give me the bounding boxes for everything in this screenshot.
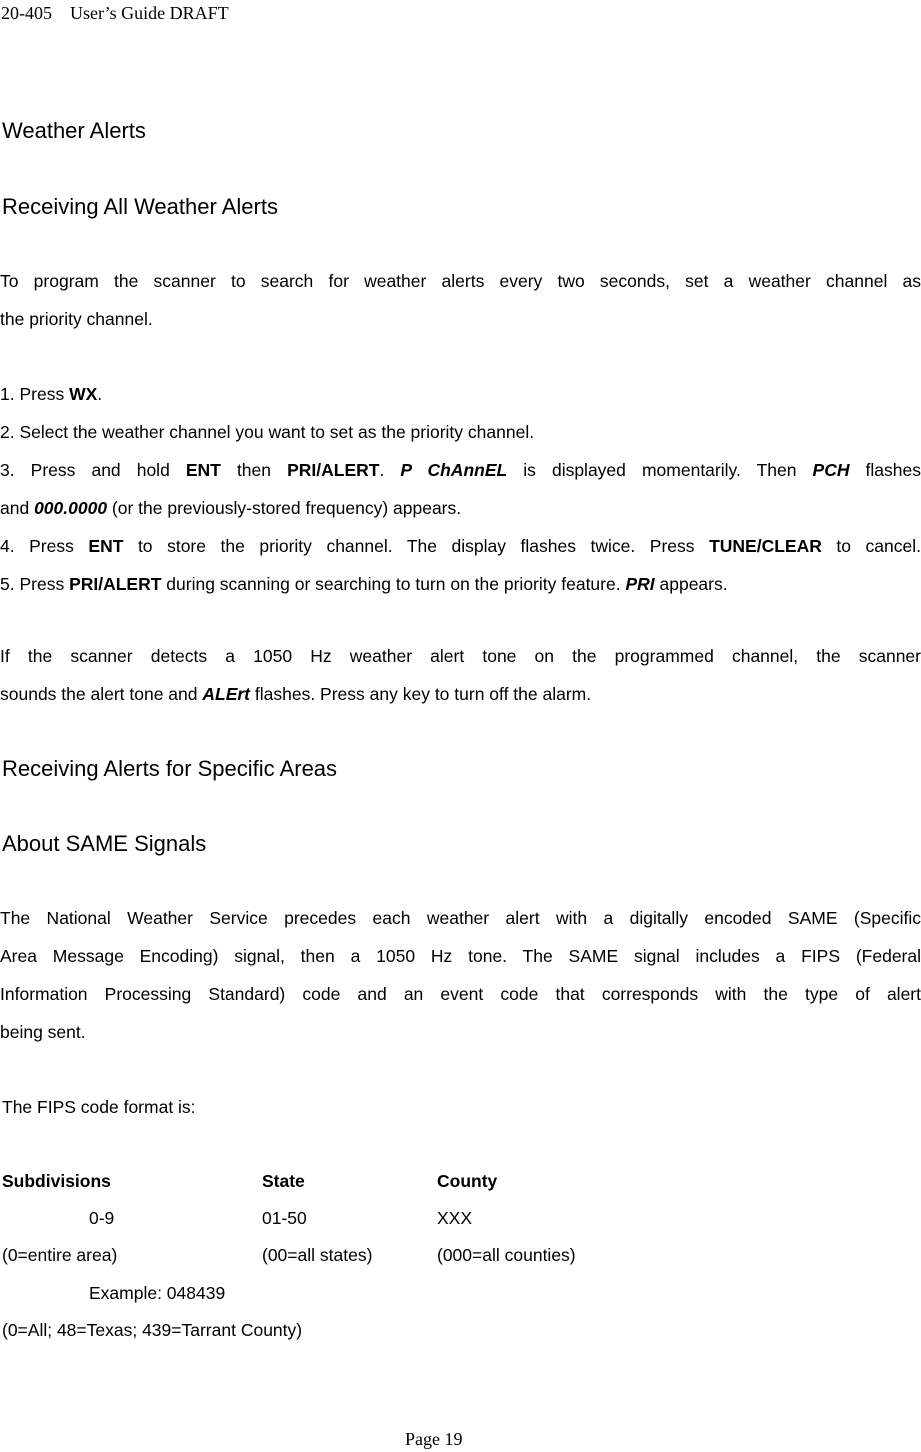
section-heading-specific-areas: Receiving Alerts for Specific Areas	[2, 756, 338, 781]
tone-line-1: If the scanner detects a 1050 Hz weather alert tone on the programmed channel, the scanner	[0, 646, 921, 666]
tone-line-2: sounds the alert tone and ALErt flashes. Press any key to turn off the alarm.	[0, 684, 592, 704]
step-4: 4. Press ENT to store the priority channel. The display flashes twice. Press TUNE/CLEAR to cancel.	[0, 536, 921, 556]
header-county: County	[437, 1171, 498, 1191]
page-number: Page 19	[405, 1429, 463, 1449]
intro-paragraph	[0, 262, 921, 338]
header-subdivisions: Subdivisions	[2, 1171, 111, 1191]
same-line-1: The National Weather Service precedes each weather alert with a digitally encoded SAME (Specific	[0, 908, 921, 928]
subheading-same-signals: About SAME Signals	[2, 831, 207, 856]
intro-line-2: the priority channel.	[0, 309, 153, 329]
step-3-continued: and 000.0000 (or the previously-stored frequency) appears.	[0, 498, 462, 518]
value-subdivisions: 0-9	[89, 1208, 115, 1228]
value-county: XXX	[437, 1208, 473, 1228]
same-line-3: Information Processing Standard) code and an event code that corresponds with the type of alert	[0, 984, 921, 1004]
intro-line-1: To program the scanner to search for weather alerts every two seconds, set a weather channel as	[0, 271, 921, 291]
steps-list	[0, 375, 921, 603]
note-county: (000=all counties)	[437, 1245, 576, 1265]
fips-example-note: (0=All; 48=Texas; 439=Tarrant County)	[2, 1320, 303, 1340]
section-heading-all-alerts: Receiving All Weather Alerts	[2, 194, 278, 219]
fips-intro: The FIPS code format is:	[2, 1097, 196, 1117]
same-line-2: Area Message Encoding) signal, then a 1050 Hz tone. The SAME signal includes a FIPS (Federal	[0, 946, 921, 966]
header-state: State	[262, 1171, 305, 1191]
running-header: 20-405 User’s Guide DRAFT	[1, 3, 229, 23]
step-1: 1. Press WX.	[0, 384, 103, 404]
fips-example: Example: 048439	[89, 1283, 226, 1303]
note-subdivisions: (0=entire area)	[2, 1245, 118, 1265]
note-state: (00=all states)	[262, 1245, 373, 1265]
same-line-4: being sent.	[0, 1022, 86, 1042]
step-3: 3. Press and hold ENT then PRI/ALERT. P ChAnnEL is displayed momentarily. Then PCH flashes	[0, 460, 921, 480]
value-state: 01-50	[262, 1208, 307, 1228]
step-2: 2. Select the weather channel you want to set as the priority channel.	[0, 422, 535, 442]
same-paragraph	[0, 899, 921, 1051]
step-5: 5. Press PRI/ALERT during scanning or searching to turn on the priority feature. PRI appears.	[0, 574, 728, 594]
alert-tone-paragraph	[0, 637, 921, 713]
page-title: Weather Alerts	[2, 118, 146, 143]
